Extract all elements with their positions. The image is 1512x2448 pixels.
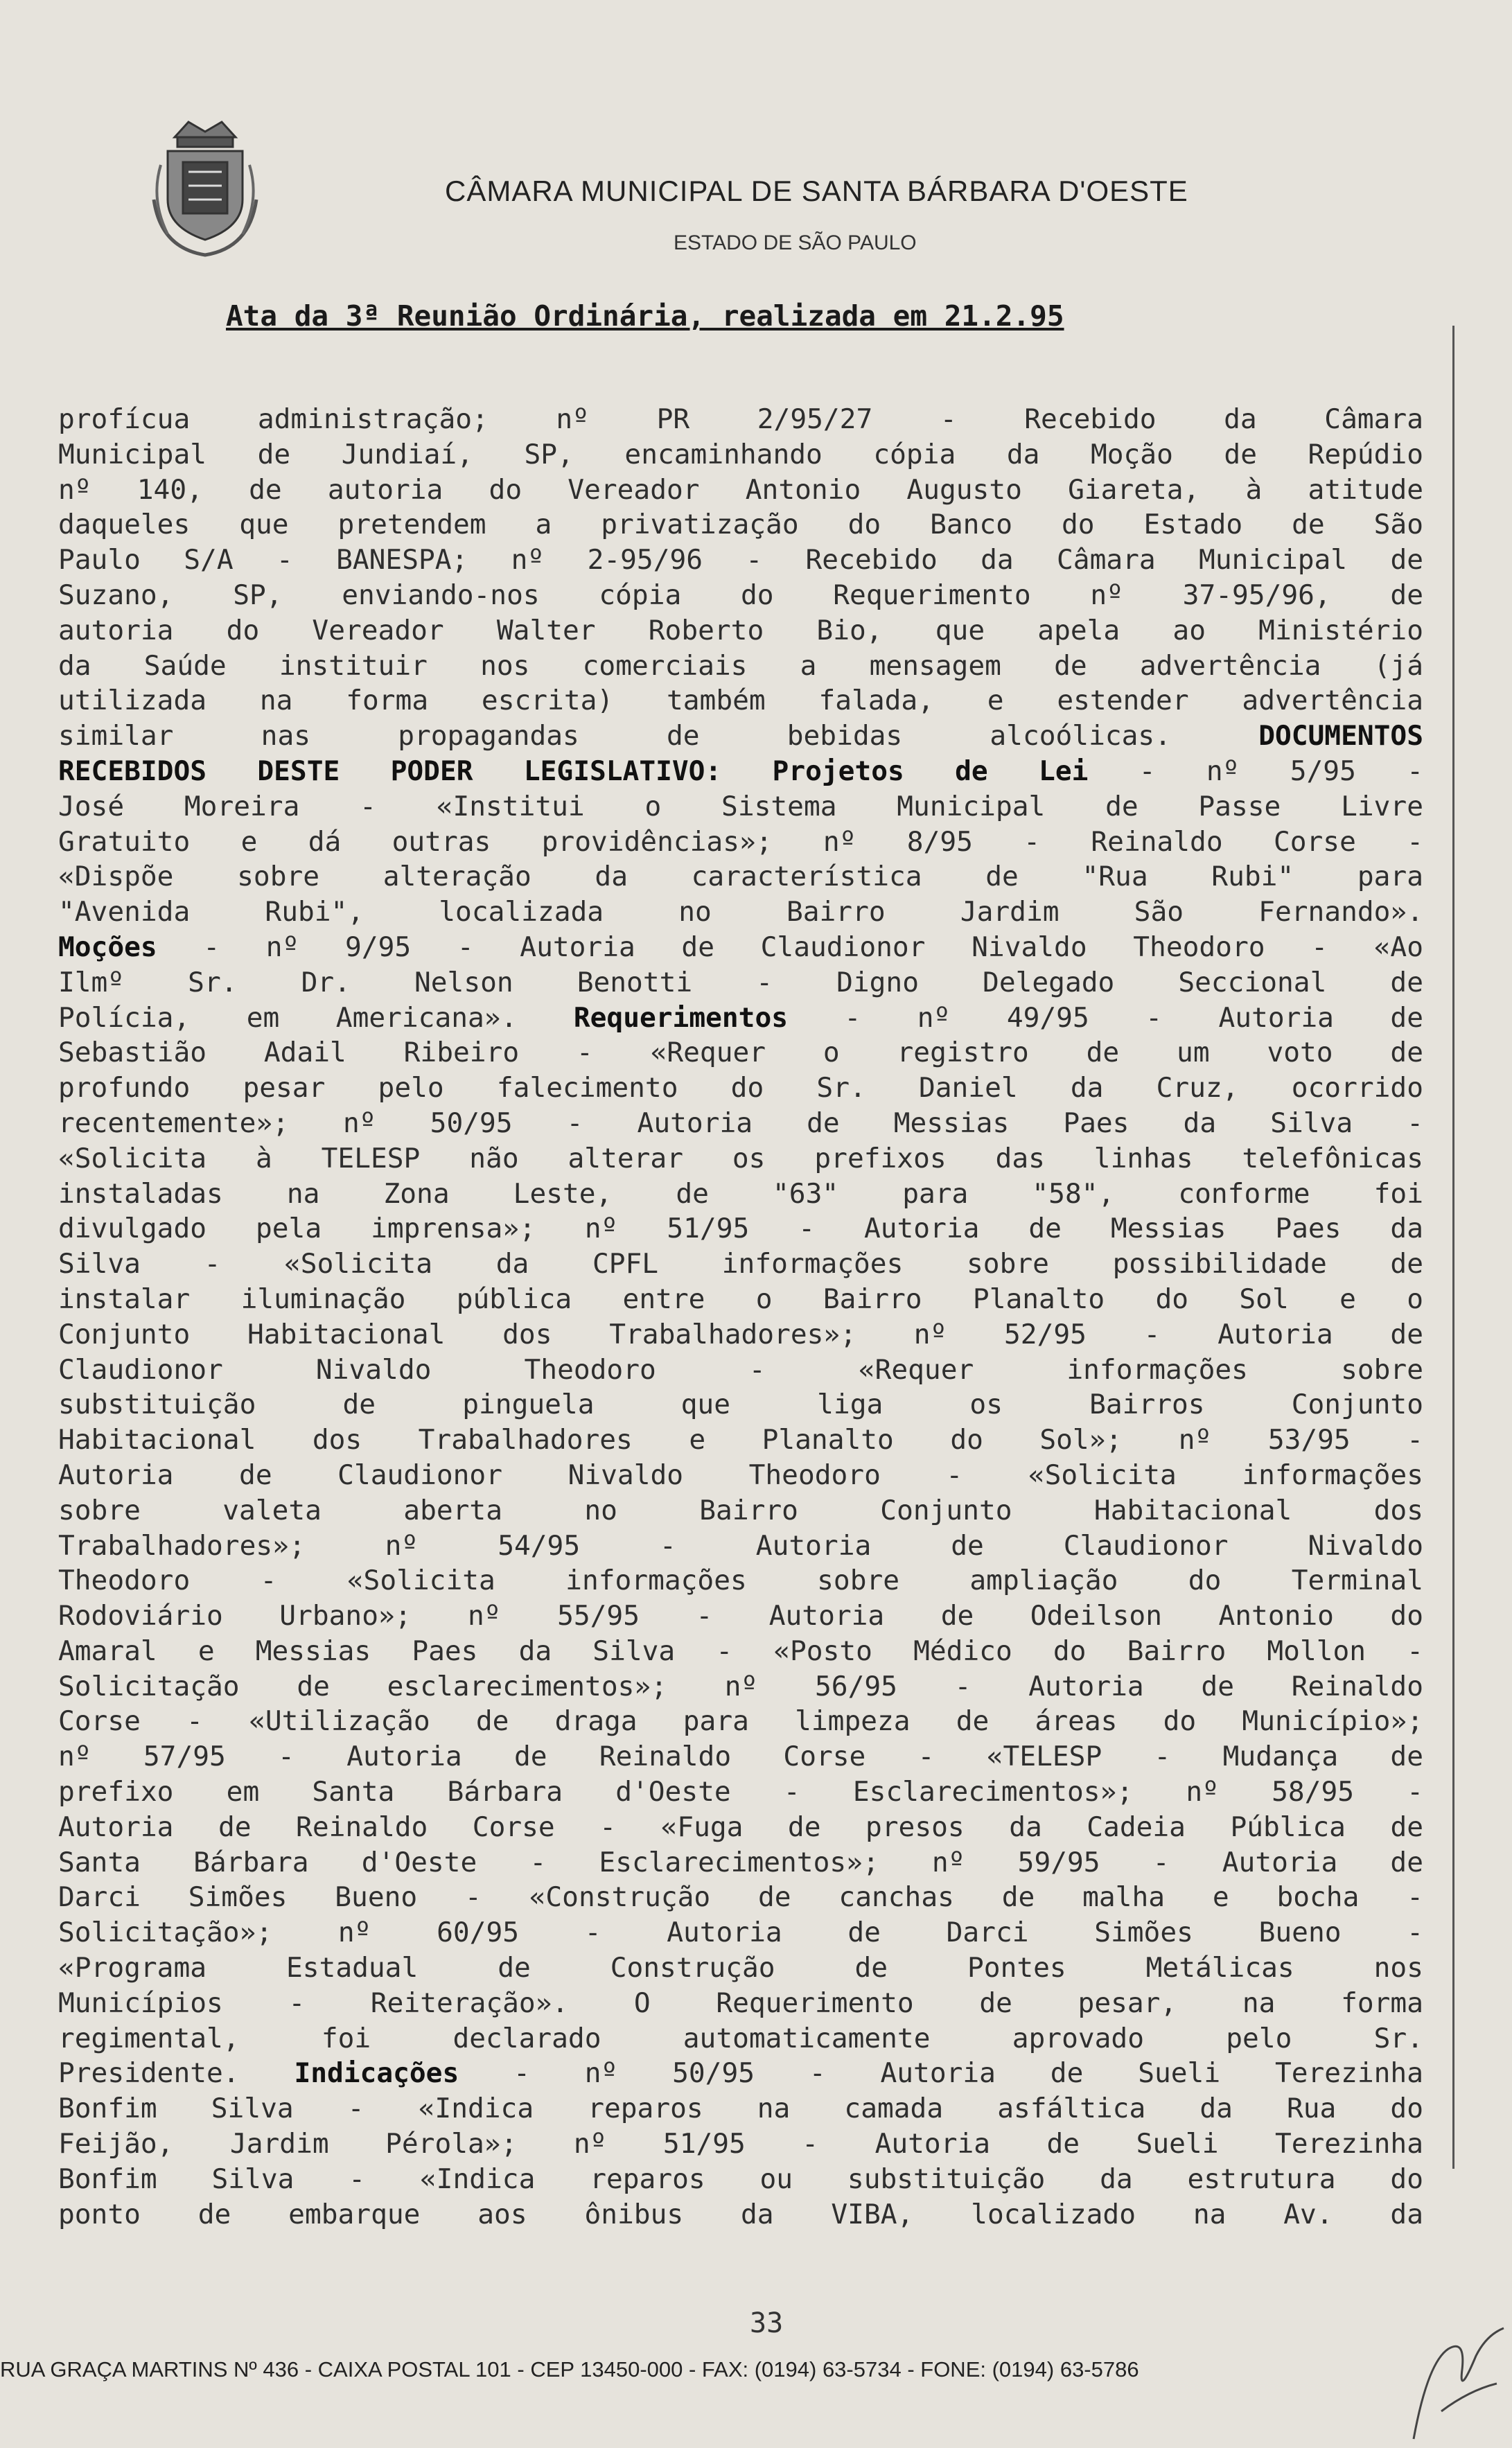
- text-line: [58, 1599, 1423, 1634]
- text-segment: "Avenida Rubi", localizada no Bairro Jardim São Fernando».: [58, 896, 1423, 928]
- chamber-title: CÂMARA MUNICIPAL DE SANTA BÁRBARA D'OESTE: [445, 175, 1188, 207]
- text-segment: instalar iluminação pública entre o Bairro Planalto do Sol e o: [58, 1283, 1423, 1315]
- section-label: RECEBIDOS DESTE PODER LEGISLATIVO: Projetos de Lei: [58, 755, 1089, 787]
- text-line: [58, 2197, 1423, 2233]
- text-line: [58, 1845, 1423, 1881]
- text-segment: Silva - «Solicita da CPFL informações sobre possibilidade de: [58, 1248, 1423, 1280]
- text-line: [58, 789, 1423, 825]
- municipal-coat-of-arms-icon: [147, 116, 263, 262]
- text-line: [58, 507, 1423, 543]
- text-line: [58, 1211, 1423, 1247]
- text-segment: regimental, foi declarado automaticamente aprovado pelo Sr.: [58, 2022, 1423, 2054]
- text-line: [58, 1880, 1423, 1915]
- text-line: [58, 1071, 1423, 1106]
- text-segment: Autoria de Claudionor Nivaldo Theodoro - «Solicita informações: [58, 1459, 1423, 1491]
- text-line: [58, 578, 1423, 613]
- text-segment: Polícia, em Americana».: [58, 1001, 574, 1034]
- footer-address: RUA GRAÇA MARTINS Nº 436 - CAIXA POSTAL 101 - CEP 13450-000 - FAX: (0194) 63-5734 - FONE: (0194) 63-5786: [0, 2357, 1139, 2381]
- text-line: [58, 930, 1423, 965]
- text-segment: profícua administração; nº PR 2/95/27 - Recebido da Câmara: [58, 403, 1423, 435]
- text-line: [58, 1247, 1423, 1282]
- text-line: [58, 859, 1423, 895]
- text-line: [58, 2056, 1423, 2091]
- text-line: [58, 1282, 1423, 1317]
- text-segment: «Dispõe sobre alteração da característica de "Rua Rubi" para: [58, 861, 1423, 893]
- text-segment: Municipal de Jundiaí, SP, encaminhando cópia da Moção de Repúdio: [58, 438, 1423, 470]
- text-segment: daqueles que pretendem a privatização do Banco do Estado de São: [58, 509, 1423, 541]
- text-segment: sobre valeta aberta no Bairro Conjunto Habitacional dos: [58, 1494, 1423, 1526]
- text-line: [58, 1986, 1423, 2021]
- section-label: Requerimentos: [573, 1001, 789, 1034]
- text-line: [58, 1739, 1423, 1775]
- text-segment: Amaral e Messias Paes da Silva - «Posto Médico do Bairro Mollon -: [58, 1635, 1423, 1667]
- text-line: [58, 965, 1423, 1001]
- text-segment: Conjunto Habitacional dos Trabalhadores»; nº 52/95 - Autoria de: [58, 1318, 1423, 1350]
- text-segment: divulgado pela imprensa»; nº 51/95 - Autoria de Messias Paes da: [58, 1213, 1423, 1245]
- text-segment: - nº 9/95 - Autoria de Claudionor Nivaldo Theodoro - «Ao: [157, 931, 1423, 963]
- text-line: [58, 1035, 1423, 1071]
- text-line: [58, 1915, 1423, 1951]
- text-segment: Solicitação de esclarecimentos»; nº 56/95 - Autoria de Reinaldo: [58, 1670, 1423, 1702]
- text-line: [58, 1458, 1423, 1493]
- text-line: [58, 1775, 1423, 1810]
- section-label: Indicações: [294, 2057, 459, 2090]
- text-segment: instaladas na Zona Leste, de "63" para "58", conforme foi: [58, 1177, 1423, 1210]
- text-segment: Theodoro - «Solicita informações sobre ampliação do Terminal: [58, 1565, 1423, 1597]
- text-segment: autoria do Vereador Walter Roberto Bio, que apela ao Ministério: [58, 614, 1423, 646]
- text-segment: «Solicita à TELESP não alterar os prefixos das linhas telefônicas: [58, 1142, 1423, 1174]
- text-segment: utilizada na forma escrita) também falada, e estender advertência: [58, 685, 1423, 717]
- text-segment: ponto de embarque aos ônibus da VIBA, localizado na Av. da: [58, 2198, 1423, 2230]
- text-segment: Feijão, Jardim Pérola»; nº 51/95 - Autoria de Sueli Terezinha: [58, 2128, 1423, 2160]
- text-segment: profundo pesar pelo falecimento do Sr. Daniel da Cruz, ocorrido: [58, 1072, 1423, 1104]
- text-segment: nº 140, de autoria do Vereador Antonio Augusto Giareta, à atitude: [58, 473, 1423, 506]
- text-segment: Sebastião Adail Ribeiro - «Requer o registro de um voto de: [58, 1037, 1423, 1069]
- text-segment: Santa Bárbara d'Oeste - Esclarecimentos»; nº 59/95 - Autoria de: [58, 1846, 1423, 1878]
- text-segment: prefixo em Santa Bárbara d'Oeste - Esclarecimentos»; nº 58/95 -: [58, 1776, 1423, 1808]
- page-number: 33: [750, 2307, 784, 2339]
- text-line: [58, 719, 1423, 754]
- text-line: [58, 1563, 1423, 1599]
- text-line: [58, 613, 1423, 649]
- text-segment: Trabalhadores»; nº 54/95 - Autoria de Claudionor Nivaldo: [58, 1529, 1423, 1562]
- text-line: [58, 1704, 1423, 1739]
- text-line: [58, 1669, 1423, 1705]
- minutes-heading: Ata da 3ª Reunião Ordinária, realizada em 21.2.95: [226, 299, 1064, 333]
- text-segment: Gratuito e dá outras providências»; nº 8/95 - Reinaldo Corse -: [58, 825, 1423, 858]
- text-line: [58, 2021, 1423, 2057]
- text-segment: Ilmº Sr. Dr. Nelson Benotti - Digno Delegado Seccional de: [58, 966, 1423, 998]
- text-segment: Presidente.: [58, 2057, 295, 2090]
- text-segment: da Saúde instituir nos comerciais a mensagem de advertência (já: [58, 649, 1423, 682]
- text-line: [58, 473, 1423, 508]
- text-line: [58, 1951, 1423, 1986]
- text-segment: similar nas propagandas de bebidas alcoólicas.: [58, 720, 1259, 752]
- text-line: [58, 1317, 1423, 1353]
- text-line: [58, 1423, 1423, 1458]
- text-segment: Corse - «Utilização de draga para limpeza de áreas do Município»;: [58, 1705, 1423, 1738]
- minutes-body-text: [58, 402, 1423, 2232]
- text-segment: - nº 49/95 - Autoria de: [788, 1001, 1423, 1034]
- text-segment: «Programa Estadual de Construção de Pontes Metálicas nos: [58, 1952, 1423, 1984]
- section-label: Moções: [58, 931, 157, 963]
- text-segment: Paulo S/A - BANESPA; nº 2-95/96 - Recebido da Câmara Municipal de: [58, 544, 1423, 576]
- text-line: [58, 895, 1423, 930]
- text-segment: Solicitação»; nº 60/95 - Autoria de Darci Simões Bueno -: [58, 1917, 1423, 1949]
- text-line: [58, 1493, 1423, 1529]
- text-line: [58, 2091, 1423, 2126]
- text-segment: Autoria de Reinaldo Corse - «Fuga de presos da Cadeia Pública de: [58, 1811, 1423, 1843]
- state-subtitle: ESTADO DE SÃO PAULO: [674, 231, 917, 254]
- text-line: [58, 1353, 1423, 1388]
- section-label: DOCUMENTOS: [1258, 720, 1423, 752]
- text-segment: nº 57/95 - Autoria de Reinaldo Corse - «TELESP - Mudança de: [58, 1741, 1423, 1773]
- text-line: [58, 2126, 1423, 2162]
- handwritten-signature-icon: [1400, 2307, 1512, 2446]
- text-line: [58, 543, 1423, 578]
- text-line: [58, 754, 1423, 789]
- text-segment: recentemente»; nº 50/95 - Autoria de Messias Paes da Silva -: [58, 1107, 1423, 1139]
- text-segment: substituição de pinguela que liga os Bairros Conjunto: [58, 1389, 1423, 1421]
- text-line: [58, 437, 1423, 473]
- text-line: [58, 402, 1423, 437]
- text-segment: Rodoviário Urbano»; nº 55/95 - Autoria de Odeilson Antonio do: [58, 1600, 1423, 1632]
- text-segment: Darci Simões Bueno - «Construção de canchas de malha e bocha -: [58, 1881, 1423, 1914]
- text-line: [58, 1141, 1423, 1177]
- margin-rule: [1452, 326, 1454, 2169]
- text-line: [58, 825, 1423, 860]
- text-line: [58, 1529, 1423, 1564]
- text-segment: - nº 5/95 -: [1088, 755, 1423, 787]
- text-segment: Bonfim Silva - «Indica reparos ou substituição da estrutura do: [58, 2163, 1423, 2195]
- text-segment: José Moreira - «Institui o Sistema Municipal de Passe Livre: [58, 790, 1423, 822]
- text-line: [58, 1810, 1423, 1845]
- text-segment: Bonfim Silva - «Indica reparos na camada asfáltica da Rua do: [58, 2093, 1423, 2125]
- text-line: [58, 1387, 1423, 1423]
- text-segment: Municípios - Reiteração». O Requerimento de pesar, na forma: [58, 1987, 1423, 2019]
- text-line: [58, 1001, 1423, 1036]
- text-segment: Suzano, SP, enviando-nos cópia do Requerimento nº 37-95/96, de: [58, 579, 1423, 611]
- text-segment: Claudionor Nivaldo Theodoro - «Requer informações sobre: [58, 1353, 1423, 1386]
- text-line: [58, 1177, 1423, 1212]
- text-line: [58, 649, 1423, 684]
- text-segment: Habitacional dos Trabalhadores e Planalto do Sol»; nº 53/95 -: [58, 1424, 1423, 1456]
- text-line: [58, 1106, 1423, 1141]
- text-segment: - nº 50/95 - Autoria de Sueli Terezinha: [459, 2057, 1423, 2090]
- text-line: [58, 683, 1423, 719]
- text-line: [58, 1634, 1423, 1669]
- text-line: [58, 2162, 1423, 2197]
